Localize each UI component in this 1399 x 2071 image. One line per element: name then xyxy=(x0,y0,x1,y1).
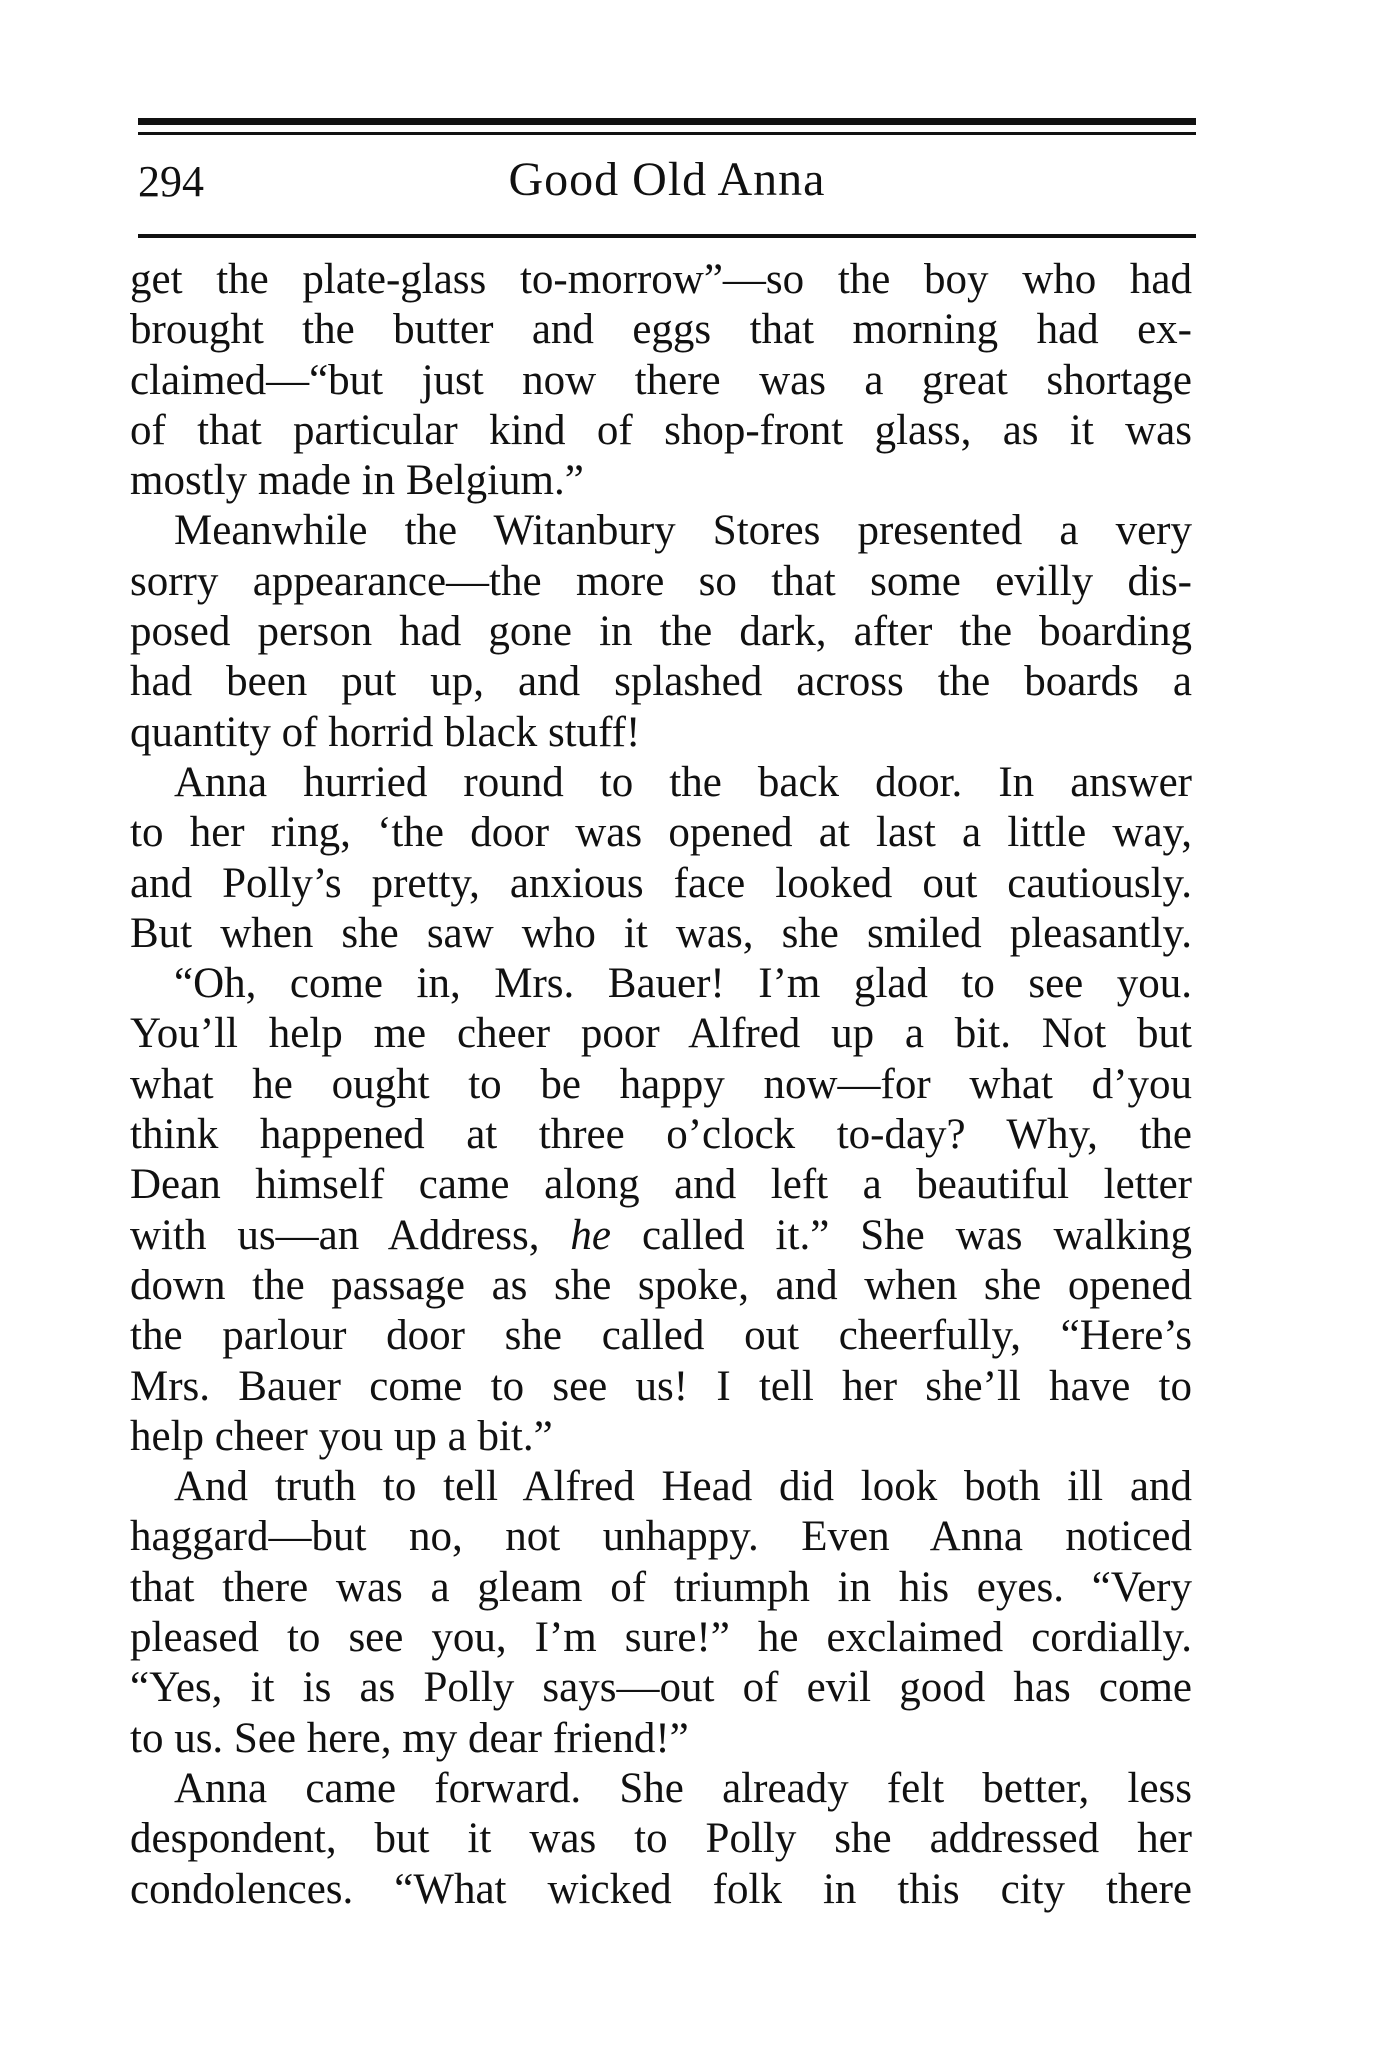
paragraph-4 xyxy=(130,959,1192,1462)
text-line: get the plate-glass to-morrow”—so the boy who had xyxy=(130,256,1192,303)
text-line: Anna hurried round to the back door. In answer xyxy=(174,758,1192,806)
text-line: to her ring, ‘the door was opened at last a little way, xyxy=(130,809,1192,857)
page-number: 294 xyxy=(138,157,204,206)
text-line: pleased to see you, I’m sure!” he exclaimed cordially. xyxy=(130,1614,1192,1662)
paragraph-5 xyxy=(130,1462,1192,1764)
header-rule-second xyxy=(138,132,1196,135)
text-line: down the passage as she spoke, and when she opened xyxy=(130,1261,1192,1309)
paragraph-2 xyxy=(130,506,1192,757)
text-segment: called it.” She was walking xyxy=(641,1211,1193,1259)
running-title: Good Old Anna xyxy=(508,153,826,206)
page-body xyxy=(130,255,1192,1915)
text-line: “Oh, come in, Mrs. Bauer! I’m glad to see you. xyxy=(174,960,1192,1008)
text-line: quantity of horrid black stuff! xyxy=(130,708,641,756)
text-line: sorry appearance—the more so that some evilly dis- xyxy=(130,557,1192,605)
text-line: the parlour door she called out cheerfully, “Here’s xyxy=(130,1312,1192,1360)
paragraph-1 xyxy=(130,255,1192,506)
text-line: Meanwhile the Witanbury Stores presented a very xyxy=(174,507,1192,555)
text-line: despondent, but it was to Polly she addressed her xyxy=(130,1815,1192,1863)
text-line: and Polly’s pretty, anxious face looked out cautiously. xyxy=(130,859,1192,907)
text-line: And truth to tell Alfred Head did look both ill and xyxy=(174,1463,1192,1511)
text-line: to us. See here, my dear friend!” xyxy=(130,1714,689,1762)
paragraph-3 xyxy=(130,758,1192,959)
text-line: posed person had gone in the dark, after the boarding xyxy=(130,608,1192,656)
text-line: think happened at three o’clock to-day? Why, the xyxy=(130,1111,1192,1159)
italic-word: he xyxy=(570,1211,611,1259)
text-line: had been put up, and splashed across the boards a xyxy=(130,658,1192,706)
text-line: of that particular kind of shop-front glass, as it was xyxy=(130,406,1192,454)
text-line: You’ll help me cheer poor Alfred up a bit. Not but xyxy=(130,1010,1192,1058)
header-rule-top xyxy=(138,118,1196,125)
text-line: what he ought to be happy now—for what d’you xyxy=(130,1060,1192,1108)
text-line: But when she saw who it was, she smiled pleasantly. xyxy=(130,909,1192,957)
running-header xyxy=(138,150,1196,220)
text-line: condolences. “What wicked folk in this city there xyxy=(130,1865,1192,1913)
paragraph-6 xyxy=(130,1764,1192,1915)
text-line: brought the butter and eggs that morning had ex- xyxy=(130,306,1192,354)
text-line: “Yes, it is as Polly says—out of evil good has come xyxy=(130,1664,1192,1712)
text-segment: with us—an Address, xyxy=(130,1211,540,1259)
text-line: help cheer you up a bit.” xyxy=(130,1412,553,1460)
text-line: Anna came forward. She already felt better, less xyxy=(174,1764,1192,1812)
text-line: mostly made in Belgium.” xyxy=(130,457,584,505)
header-rule-bottom xyxy=(138,234,1196,238)
text-line: that there was a gleam of triumph in his eyes. “Very xyxy=(130,1563,1192,1611)
text-line-with-italic xyxy=(130,1211,1192,1261)
text-line: Mrs. Bauer come to see us! I tell her she’ll have to xyxy=(130,1362,1192,1410)
text-line: Dean himself came along and left a beautiful letter xyxy=(130,1161,1192,1209)
text-line: claimed—“but just now there was a great shortage xyxy=(130,356,1192,404)
text-line: haggard—but no, not unhappy. Even Anna noticed xyxy=(130,1513,1192,1561)
